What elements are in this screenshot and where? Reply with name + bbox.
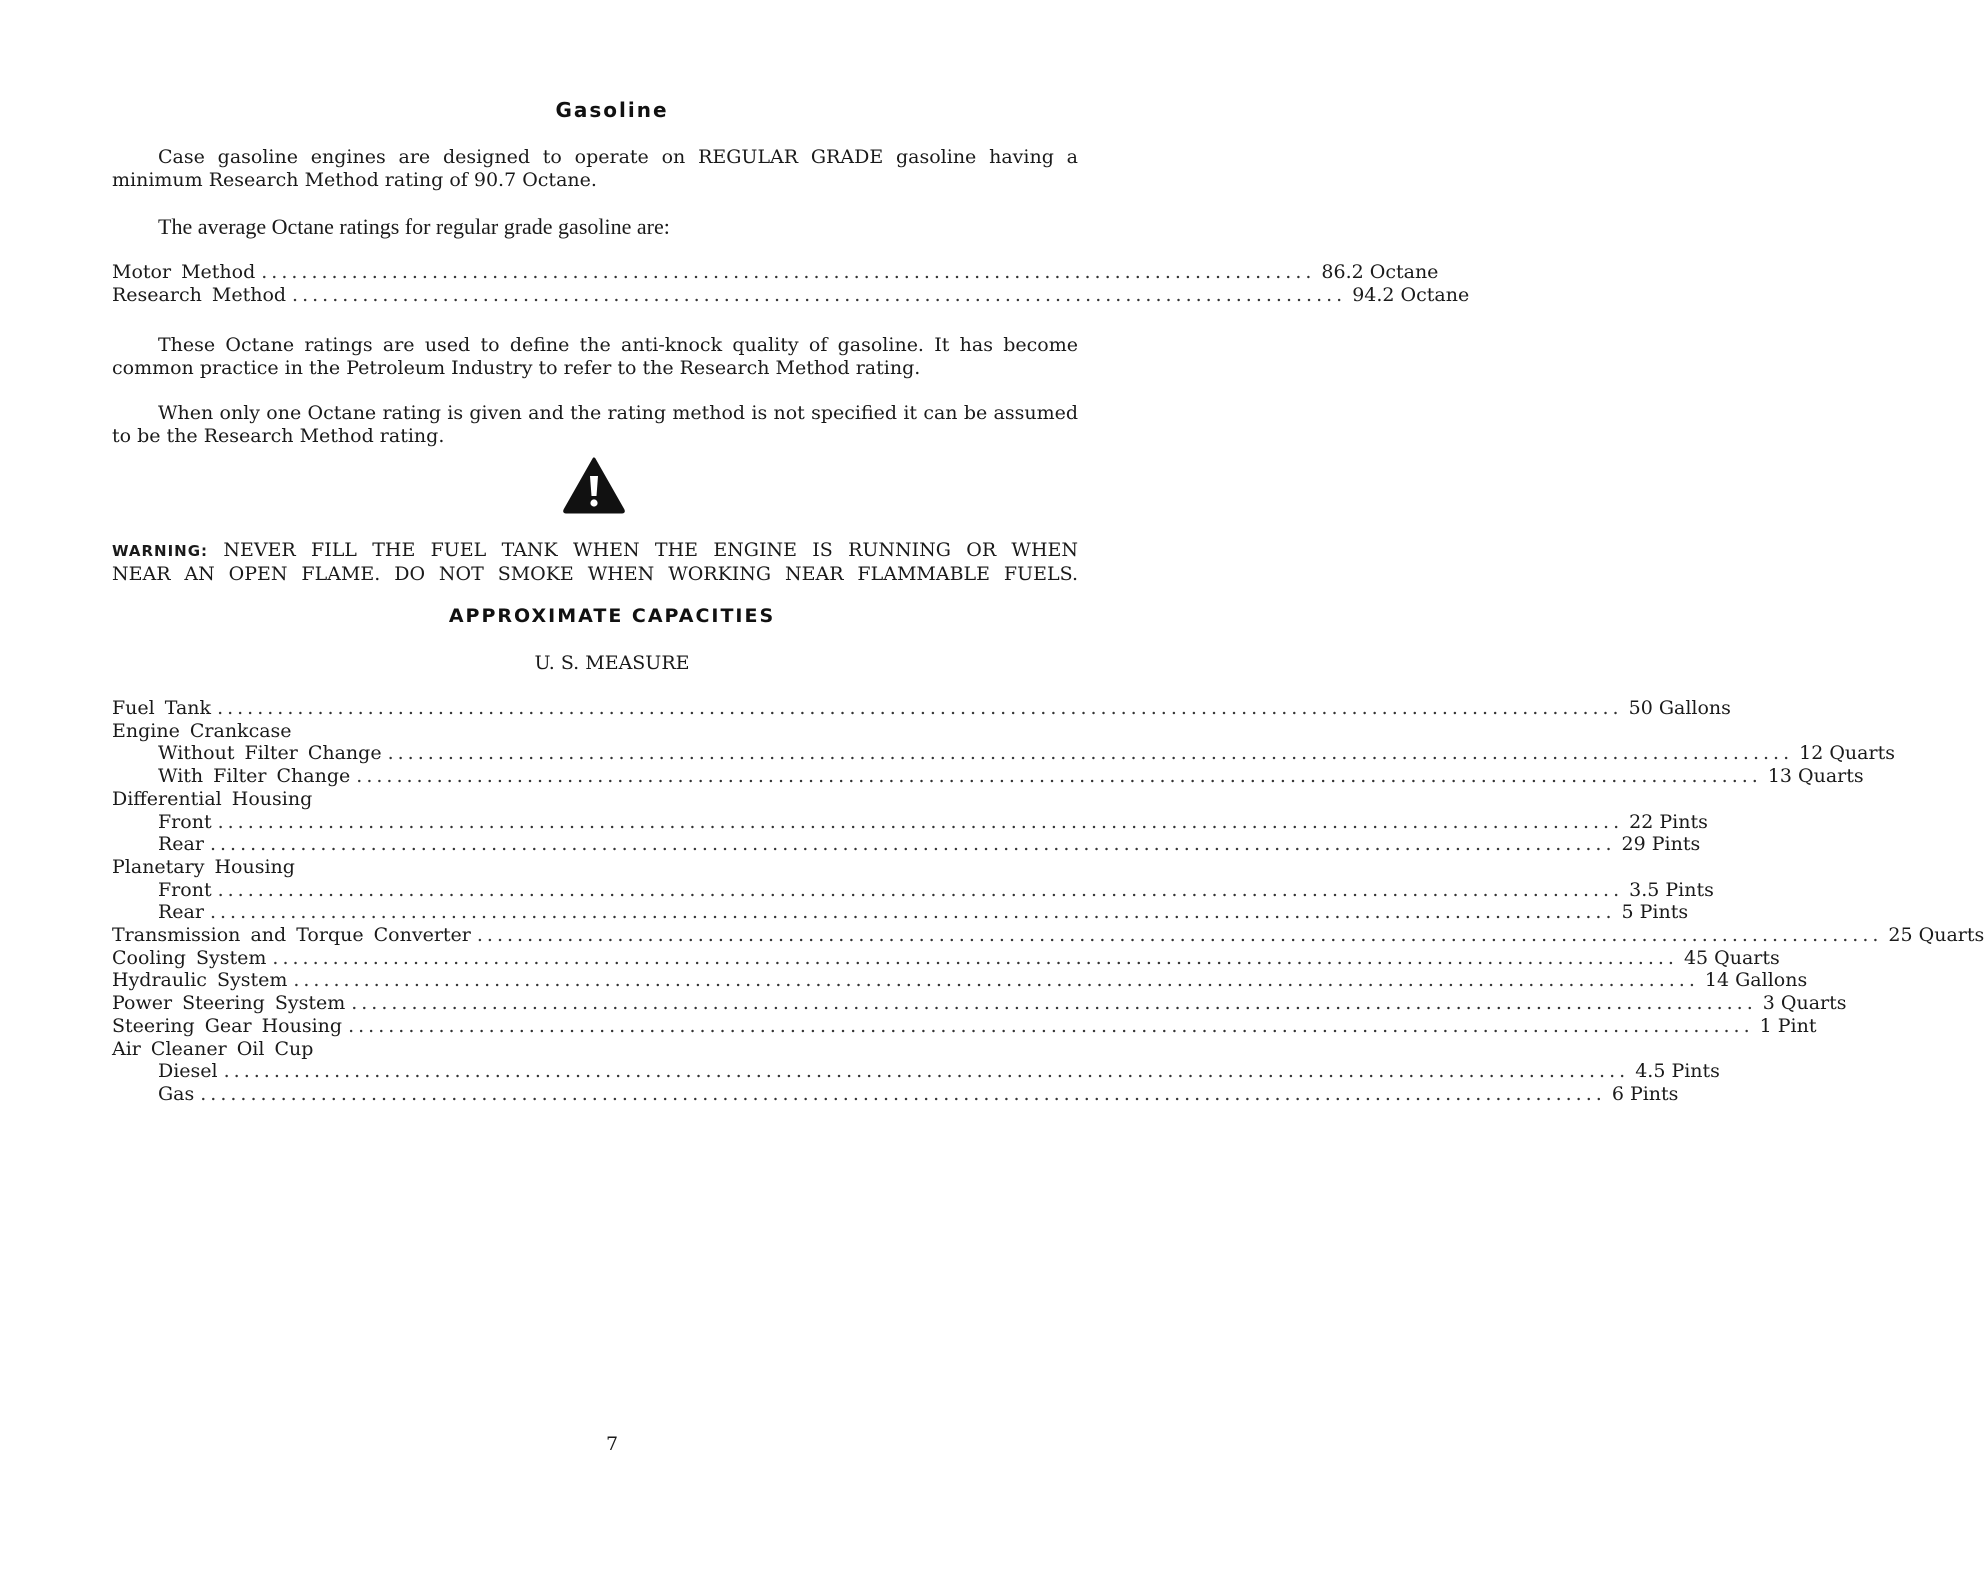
capacity-row — [112, 742, 1895, 765]
capacity-row — [112, 878, 1714, 902]
capacity-value: 12 Quarts — [1799, 742, 1895, 765]
gasoline-intro: Case gasoline engines are designed to operate on REGULAR GRADE gasoline having a minimum Research Method rating of 90.7 Octane. — [112, 146, 1078, 191]
capacity-label: Power Steering System — [112, 992, 346, 1015]
capacity-row — [112, 946, 1780, 970]
capacity-label: Engine Crankcase — [112, 719, 292, 742]
leader-dots: ............................................................................................................................................ — [200, 1082, 1606, 1105]
leader-dots: ............................................................................................................................................ — [223, 1060, 1630, 1083]
capacity-label: Cooling System — [112, 946, 267, 969]
rating-value: 94.2 Octane — [1352, 284, 1470, 306]
leader-dots: ............................................................................................................................................ — [351, 992, 1757, 1015]
leader-dots: ......................................................................................................... — [261, 261, 1316, 283]
leader-dots: ............................................................................................................................................ — [272, 946, 1678, 969]
capacity-row — [112, 992, 1847, 1015]
capacity-value: 5 Pints — [1621, 901, 1689, 924]
leader-dots: ............................................................................................................................................ — [476, 924, 1883, 946]
rating-value: 86.2 Octane — [1321, 261, 1439, 283]
leader-dots: ............................................................................................................................................ — [217, 878, 1624, 901]
capacity-row — [112, 969, 1808, 992]
leader-dots: ............................................................................................................................................ — [293, 969, 1699, 992]
capacity-label: Differential Housing — [112, 787, 313, 810]
leader-dots: ............................................................................................................................................ — [209, 833, 1616, 856]
capacity-value: 4.5 Pints — [1635, 1060, 1720, 1083]
capacity-label: Transmission and Torque Converter — [112, 924, 471, 946]
capacity-row — [112, 720, 1078, 743]
leader-dots: ......................................................................................................... — [292, 284, 1347, 306]
capacity-label: Without Filter Change — [158, 742, 382, 765]
capacity-row — [112, 1060, 1720, 1083]
capacity-value: 3 Quarts — [1762, 992, 1847, 1015]
rating-row-motor — [112, 261, 1439, 284]
capacity-value: 50 Gallons — [1628, 697, 1731, 719]
capacity-value: 22 Pints — [1629, 810, 1708, 833]
capacity-row — [112, 1014, 1817, 1038]
capacity-row — [112, 788, 1078, 811]
capacity-label: Planetary Housing — [112, 855, 295, 878]
capacity-value: 6 Pints — [1611, 1082, 1679, 1105]
warning-block — [112, 539, 1078, 586]
capacity-value: 1 Pint — [1759, 1014, 1817, 1037]
rating-label: Research Method — [112, 284, 287, 306]
capacity-row — [112, 810, 1708, 834]
capacity-label: Gas — [158, 1082, 195, 1105]
capacity-value: 25 Quarts — [1888, 924, 1984, 946]
capacity-value: 3.5 Pints — [1629, 878, 1714, 901]
capacity-value: 13 Quarts — [1767, 765, 1864, 788]
ratings-lead: The average Octane ratings for regular grade gasoline are: — [158, 214, 670, 239]
capacity-label: Fuel Tank — [112, 697, 212, 719]
leader-dots: ............................................................................................................................................ — [356, 765, 1762, 788]
rating-row-research — [112, 284, 1470, 307]
anti-knock-paragraph: These Octane ratings are used to define the anti-knock quality of gasoline. It has become common practice in the Petroleum Industry to refer to the Research Method rating. — [112, 334, 1078, 379]
leader-dots: ............................................................................................................................................ — [387, 742, 1794, 765]
us-measure-subheading: U. S. MEASURE — [534, 652, 690, 674]
capacity-value: 29 Pints — [1621, 833, 1701, 856]
capacities-heading: APPROXIMATE CAPACITIES — [448, 605, 776, 627]
capacity-label: Hydraulic System — [112, 969, 288, 992]
assumed-rating-paragraph: When only one Octane rating is given and the rating method is not specified it can be assumed to be the Research Method rating. — [112, 402, 1078, 447]
page-number: 7 — [605, 1433, 619, 1455]
capacity-label: Air Cleaner Oil Cup — [112, 1037, 314, 1060]
warning-line-1: NEVER FILL THE FUEL TANK WHEN THE ENGINE IS RUNNING OR WHEN — [223, 539, 1079, 561]
capacity-label: Front — [158, 810, 212, 833]
capacity-row — [112, 1038, 1078, 1061]
capacity-row — [112, 1082, 1679, 1106]
warning-triangle-icon — [562, 456, 626, 514]
capacity-row — [112, 856, 1078, 879]
capacity-label: Rear — [158, 901, 204, 924]
capacity-label: Front — [158, 878, 212, 901]
capacity-row — [112, 833, 1701, 856]
capacity-row — [112, 901, 1689, 924]
leader-dots: ............................................................................................................................................ — [217, 810, 1624, 833]
warning-line-2: NEAR AN OPEN FLAME. DO NOT SMOKE WHEN WORKING NEAR FLAMMABLE FUELS. — [112, 563, 1078, 585]
rating-label: Motor Method — [112, 261, 256, 283]
capacity-label: Rear — [158, 833, 204, 856]
capacity-row — [112, 924, 1984, 947]
capacity-value: 45 Quarts — [1683, 946, 1780, 969]
gasoline-heading: Gasoline — [555, 98, 669, 122]
capacity-label: Diesel — [158, 1060, 218, 1083]
capacity-row — [112, 765, 1864, 788]
leader-dots: ............................................................................................................................................ — [348, 1014, 1754, 1037]
capacity-row — [112, 697, 1731, 720]
capacity-label: With Filter Change — [158, 765, 351, 788]
warning-keyword: WARNING: — [112, 542, 209, 560]
capacity-value: 14 Gallons — [1704, 969, 1808, 992]
leader-dots: ............................................................................................................................................ — [209, 901, 1616, 924]
leader-dots: ............................................................................................................................................ — [217, 697, 1623, 719]
capacity-label: Steering Gear Housing — [112, 1014, 343, 1037]
